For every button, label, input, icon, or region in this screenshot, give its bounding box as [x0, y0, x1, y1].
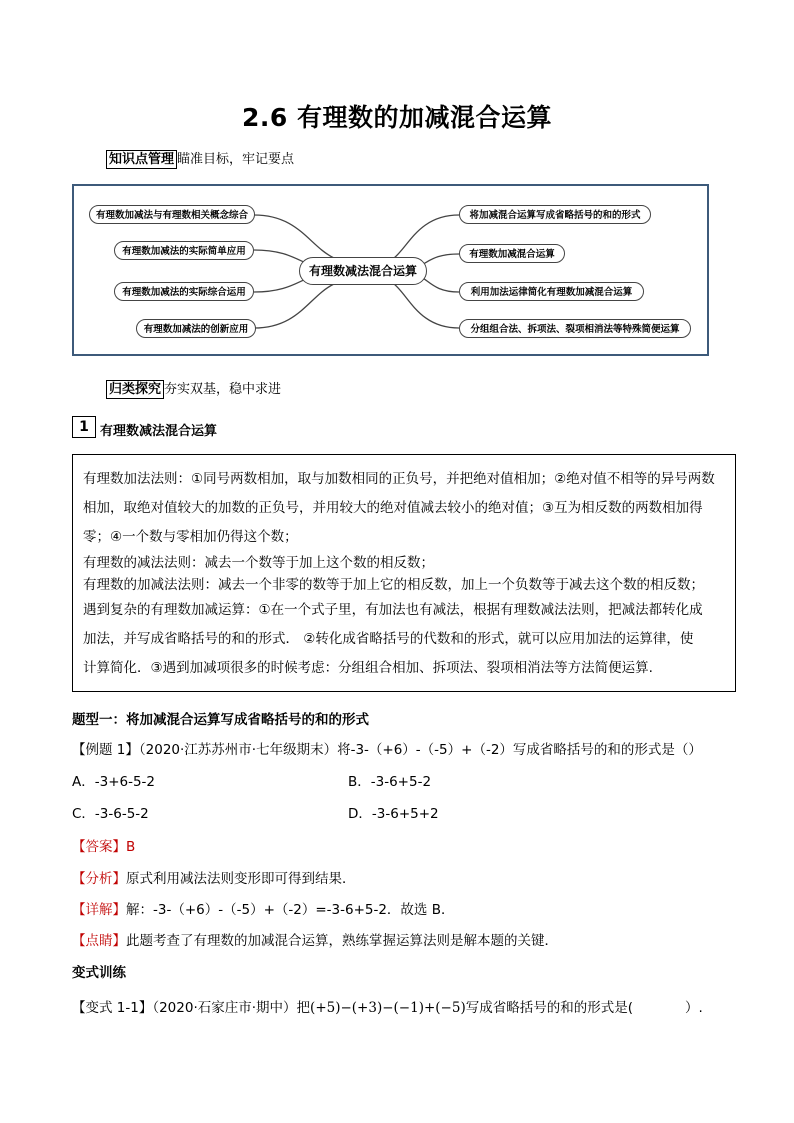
topic-number: 1 [72, 416, 96, 438]
rule-line: 有理数的加减法法则：减去一个非零的数等于加上它的相反数，加上一个负数等于减去这个数的相反数； [83, 577, 704, 593]
rule-line: 相加，取绝对值较大的加数的正负号，并用较大的绝对值减去较小的绝对值；③互为相反数的两数相加得 [83, 500, 703, 516]
variant-heading: 变式训练 [72, 965, 126, 981]
section-explore [106, 378, 281, 397]
comment-tag: 【点睛】 [72, 933, 126, 949]
mind-map-left-node: 有理数加减法与有理数相关概念综合 [89, 205, 255, 224]
section-knowledge-label: 知识点管理 [106, 150, 177, 169]
rule-line: 有理数的减法法则：减去一个数等于加上这个数的相反数； [83, 555, 434, 571]
example-question [72, 738, 702, 758]
answer-line [72, 835, 135, 855]
variant-expression: (+5)−(+3)−(−1)+(−5) [310, 1000, 466, 1016]
variant-suffix: 写成省略括号的和的形式是( [465, 1000, 633, 1016]
mind-map-right-node: 有理数加减混合运算 [459, 244, 565, 263]
variant-prefix: 【变式 1-1】 [72, 1000, 153, 1016]
example-text: （2020·江苏苏州市·七年级期末）将-3-（+6）-（-5）+（-2）写成省略括号的和的形式是（） [138, 742, 702, 758]
option-d: D．-3-6+5+2 [348, 806, 439, 822]
analysis-line [72, 867, 356, 887]
rule-line: 零；④一个数与零相加仍得这个数； [83, 529, 298, 545]
section-knowledge [106, 148, 294, 167]
mind-map-right-node: 分组组合法、拆项法、裂项相消法等特殊简便运算 [459, 319, 691, 338]
option-a: A．-3+6-5-2 [72, 774, 156, 790]
rules-box [72, 454, 736, 692]
variant-end: ）. [685, 1000, 703, 1016]
comment-text: 此题考查了有理数的加减混合运算，熟练掌握运算法则是解本题的关键． [126, 933, 558, 949]
rule-line: 计算简化．③遇到加减项很多的时候考虑：分组组合相加、拆项法、裂项相消法等方法简便运算. [83, 660, 653, 676]
variant-question [72, 996, 703, 1016]
section-explore-label: 归类探究 [106, 380, 164, 399]
rule-line: 加法，并写成省略括号的和的形式． ②转化成省略括号的代数和的形式，就可以应用加法的运算律，使 [83, 631, 694, 647]
analysis-tag: 【分析】 [72, 871, 126, 887]
detail-line [72, 898, 454, 918]
section-explore-subtitle: 夯实双基，稳中求进 [164, 382, 282, 397]
mind-map [72, 184, 709, 356]
mind-map-left-node: 有理数加减法的实际简单应用 [114, 241, 254, 260]
option-c: C．-3-6-5-2 [72, 806, 149, 822]
mind-map-right-node: 将加减混合运算写成省略括号的和的形式 [459, 205, 651, 224]
question-type: 题型一：将加减混合运算写成省略括号的和的形式 [72, 712, 369, 728]
example-prefix: 【例题 1】 [72, 742, 139, 758]
section-knowledge-subtitle: 瞄准目标，牢记要点 [177, 152, 295, 167]
mind-map-left-node: 有理数加减法的实际综合运用 [114, 282, 254, 301]
rule-line: 遇到复杂的有理数加减运算：①在一个式子里，有加法也有减法，根据有理数减法法则，把减法都转化成 [83, 602, 703, 618]
detail-tag: 【详解】 [72, 902, 126, 918]
analysis-text: 原式利用减法法则变形即可得到结果． [126, 871, 356, 887]
answer-tag: 【答案】 [72, 839, 126, 855]
mind-map-left-node: 有理数加减法的创新应用 [136, 319, 256, 338]
mind-map-right-node: 利用加法运律简化有理数加减混合运算 [459, 282, 644, 301]
answer-value: B [126, 839, 136, 855]
mind-map-center: 有理数减法混合运算 [299, 257, 427, 285]
topic-title: 有理数减法混合运算 [100, 424, 218, 439]
rule-line: 有理数加法法则：①同号两数相加，取与加数相同的正负号，并把绝对值相加；②绝对值不相等的异号两数 [83, 471, 715, 487]
page-title: 2.6 有理数的加减混合运算 [242, 103, 552, 132]
detail-text: 解：-3-（+6）-（-5）+（-2）=-3-6+5-2．故选 B． [126, 902, 455, 918]
comment-line [72, 929, 558, 949]
option-b: B．-3-6+5-2 [348, 774, 432, 790]
variant-source: （2020·石家庄市·期中）把 [152, 1000, 311, 1016]
